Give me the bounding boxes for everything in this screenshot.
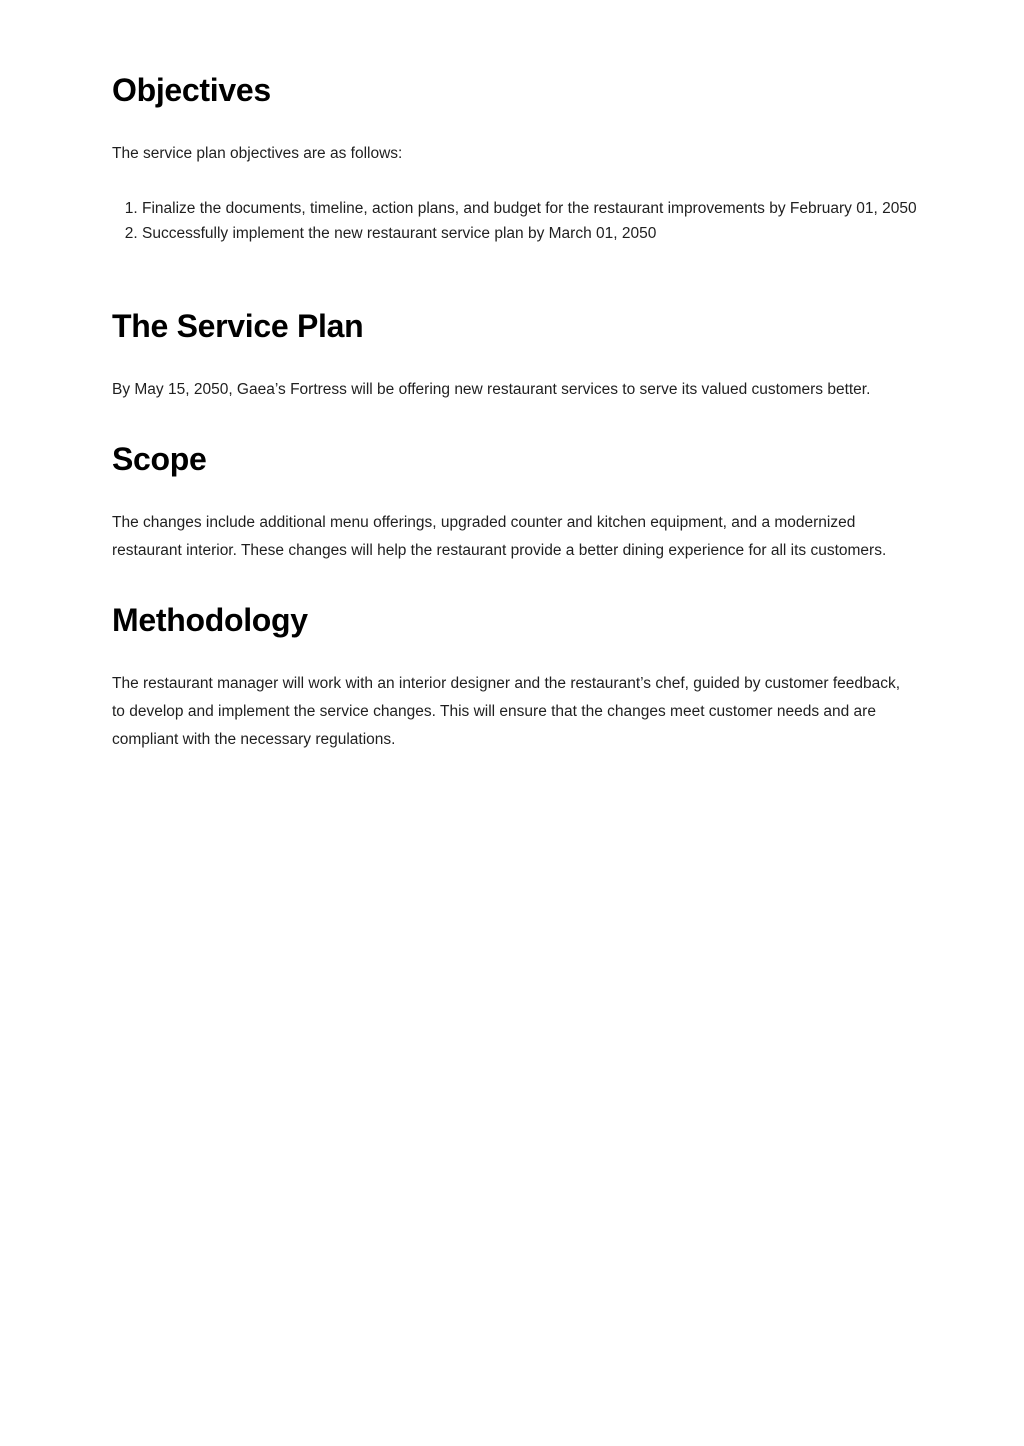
objectives-intro: The service plan objectives are as follows: xyxy=(112,145,403,162)
scope-heading: Scope xyxy=(112,441,207,477)
objective-item-2: 2. Successfully implement the new restaurant service plan by March 01, 2050 xyxy=(142,221,942,246)
objective-item-1: 1. Finalize the documents, timeline, action plans, and budget for the restaurant improvements by February 01, 2050 xyxy=(142,196,942,221)
objectives-list xyxy=(112,196,942,246)
objectives-heading: Objectives xyxy=(112,72,271,108)
scope-body: The changes include additional menu offerings, upgraded counter and kitchen equipment, and a modernized restaurant interior. These changes will help the restaurant provide a better dining experience for all its customers. xyxy=(112,514,887,559)
methodology-body: The restaurant manager will work with an interior designer and the restaurant’s chef, guided by customer feedback, to develop and implement the service changes. This will ensure that the changes meet customer needs and are compliant with the necessary regulations. xyxy=(112,675,901,748)
methodology-heading: Methodology xyxy=(112,602,308,638)
service-plan-heading: The Service Plan xyxy=(112,308,364,344)
service-plan-body: By May 15, 2050, Gaea’s Fortress will be offering new restaurant services to serve its valued customers better. xyxy=(112,381,871,398)
